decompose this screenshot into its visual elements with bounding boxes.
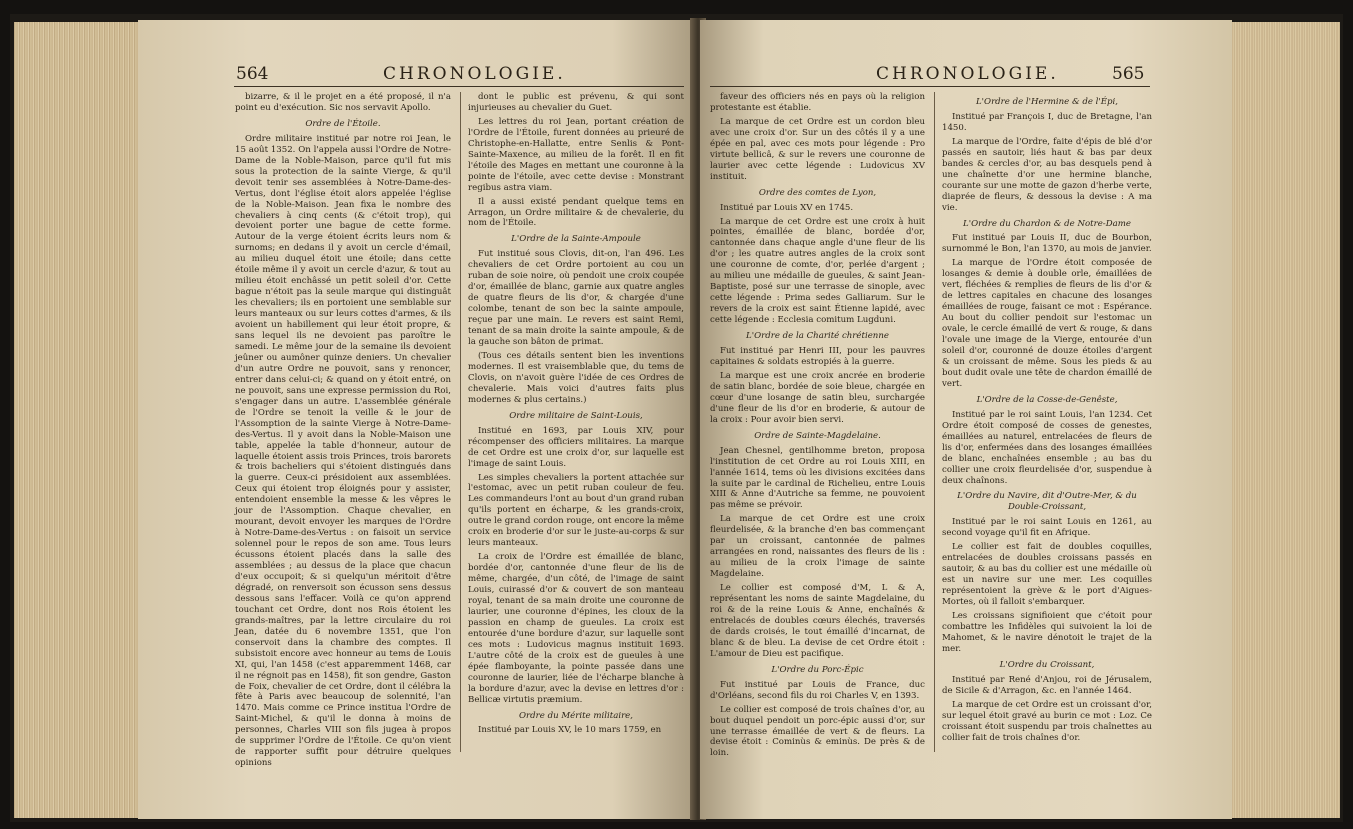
paragraph: La marque de cet Ordre est un croissant d'or, sur lequel étoit gravé au burin ce mot : Loz. Ce croissant étoit suspendu par trois chaînettes au collier fait de trois chaînes d'or.: [942, 699, 1152, 743]
right-page-edges: [1230, 22, 1340, 818]
paragraph: Il a aussi existé pendant quelque tems en Arragon, un Ordre militaire & de chevalerie, du nom de l'Étoile.: [468, 196, 684, 229]
paragraph: La marque de l'Ordre, faite d'épis de blé d'or passés en sautoir, liés haut & bas par deux bandes & cercles d'or, au bas desquels pend à une chaînette d'or une hermine blanche, courante sur une motte de gazon d'herbe verte, diaprée de fleurs, & dessous la devise : A ma vie.: [942, 136, 1152, 213]
right-column-2: [942, 92, 1152, 746]
paragraph: Institué par René d'Anjou, roi de Jérusalem, de Sicile & d'Arragon, &c. en l'année 1464.: [942, 674, 1152, 696]
paragraph: La marque de l'Ordre étoit composée de losanges & demie à double orle, émaillées de vert, fléchées & remplies de fleurs de lis d'or & de lettres capitales en chacune des losanges émaillées de rouge, faisant ce mot : Espérance. Au bout du collier pendoit sur l'estomac un ovale, le cercle émaillé de vert & rouge, & dans l'ovale une image de la Vierge, entourée d'un soleil d'or, couronné de douze étoiles d'argent & un croissant de même. Sous les pieds & au bout dudit ovale une tête de chardon émaillé de vert.: [942, 258, 1152, 389]
paragraph: Institué en 1693, par Louis XIV, pour récompenser des officiers militaires. La marque de cet Ordre est une croix d'or, sur laquelle est l'image de saint Louis.: [468, 425, 684, 469]
paragraph: dont le public est prévenu, & qui sont injurieuses au chevalier du Guet.: [468, 92, 684, 113]
paragraph: Le collier est fait de doubles coquilles, entrelacées de doubles croissans passés en sautoir, & au bas du collier est une médaille où est un navire sur une mer. Les coquilles représentoient la grève & le port d'Aigues-Mortes, où il falloit s'embarquer.: [942, 542, 1152, 608]
paragraph: Le collier est composé d'M, L & A, représentant les noms de sainte Magdelaine, du roi & de la reine Louis & Anne, enchaînés & entrelacés de doubles cœurs élechés, traversés de dards croisés, le tout émaillé d'incarnat, de blanc & de bleu. La devise de cet Ordre étoit : L'amour de Dieu est pacifique.: [710, 583, 925, 659]
right-page: [700, 20, 1232, 819]
section-heading: Ordre des comtes de Lyon,: [758, 187, 877, 198]
paragraph: Fut institué par Louis de France, duc d'Orléans, second fils du roi Charles V, en 1393.: [710, 679, 925, 701]
paragraph: La marque est une croix ancrée en broderie de satin blanc, bordée de soie bleue, chargée en cœur d'une losange de satin bleu, surchargée d'une fleur de lis d'or en broderie, & autour de la croix : Pour avoir bien servi.: [710, 370, 925, 425]
paragraph: Ordre militaire institué par notre roi Jean, le 15 août 1352. On l'appela aussi l'Ordre de Notre-Dame de la Noble-Maison, parce qu'il fut mis sous la protection de la sainte Vierge, & qu'il devoit tenir ses assemblées à Notre-Dame-des-Vertus, dont l'église étoit alors appelée l'église de la Noble-Maison. Jean fixa le nombre des chevaliers à cinq cents (& c'étoit trop), qui devoient porter une bague de cette forme. Autour de la verge étoient écrits leurs nom & surnoms; en dedans il y avoit un cercle d'émail, au milieu duquel étoit une étoile; dans cette étoile même il y avoit un cercle d'azur, & tout au milieu étoit enchâssé un petit soleil d'or. Cette bague n'étoit pas la seule marque qui distinguât les chevaliers; ils en portoient une semblable sur leurs manteaux ou sur leurs cottes d'armes, & ils avoient un habillement qui leur étoit propre, & sans lequel ils ne devoient pas paroître le samedi. Le même jour de la semaine ils devoient jeûner ou aumôner quinze deniers. Un chevalier d'un autre Ordre ne pouvoit, sans y renoncer, entrer dans celui-ci; & quand on y étoit entré, on ne pouvoit, sans une expresse permission du Roi, s'engager dans un autre. L'assemblée générale de l'Ordre se tenoit la veille & le jour de l'Assomption de la sainte Vierge à Notre-Dame-des-Vertus. Il y avoit dans la Noble-Maison une table, appelée la table d'honneur, autour de laquelle étoient assis trois Princes, trois barorets & trois bacheliers qui s'étoient distingués dans la guerre. Ceux-ci présidoient aux assemblées. Ceux qui étoient trop éloignés pour y assister, entendoient ensemble la messe & les vêpres le jour de l'Assomption. Chaque chevalier, en mourant, devoit envoyer les marques de l'Ordre à Notre-Dame-des-Vertus : on faisoit un service solennel pour le repos de son ame. Tous leurs écussons étoient placés dans la salle des assemblées ; au dessus de la place que chacun d'eux occupoit; & si quelqu'un méritoit d'être dégradé, on renversoit son écusson sens dessus dessous sans l'effacer. Voilà ce qu'on apprend touchant cet Ordre, dont nos Rois étoient les grands-maîtres, par la lettre circulaire du roi Jean, datée du 6 novembre 1351, que l'on conservoit dans la chambre des comptes. Il subsistoit encore avec honneur au tems de Louis XI, qui, l'an 1458 (c'est apparemment 1468, car il ne régnoit pas en 1458), fit son gendre, Gaston de Foix, chevalier de cet Ordre, dont il célébra la fête à Paris avec beaucoup de solennité, l'an 1470. Mais comme ce Prince institua l'Ordre de Saint-Michel, & qu'il le donna à moins de personnes, Charles VIII son fils jugea à propos de supprimer l'Ordre de l'Étoile. Ce qu'on vient de rapporter suffit pour détruire quelques opinions: [235, 133, 451, 769]
section-heading: L'Ordre de la Cosse-de-Genêste,: [976, 394, 1118, 405]
right-page-number: 565: [1112, 64, 1145, 84]
paragraph: La marque de cet Ordre est une croix à huit pointes, émaillée de blanc, bordée d'or, cantonnée dans chaque angle d'une fleur de lis d'or ; les quatre autres angles de la croix sont une couronne de comte, d'or, perlée d'argent ; au milieu une médaille de gueules, & saint Jean-Baptiste, posé sur une terrasse de sinople, avec cette légende : Prima sedes Galliarum. Sur le revers de la croix est saint Étienne lapidé, avec cette légende : Ecclesia comitum Lugduni.: [710, 216, 925, 326]
paragraph: Les croissans signifioient que c'étoit pour combattre les Infidèles qui suivoient la loi de Mahomet, & le navire dénotoit le trajet de la mer.: [942, 610, 1152, 654]
section-heading: Ordre de Sainte-Magdelaine.: [754, 430, 881, 441]
left-column-divider: [460, 92, 461, 752]
section-heading: L'Ordre du Porc-Épic: [771, 664, 864, 675]
right-column-1: [710, 92, 925, 762]
section-heading: L'Ordre du Navire, dit d'Outre-Mer, & du Double-Croissant,: [957, 491, 1137, 513]
paragraph: Fut institué sous Clovis, dit-on, l'an 496. Les chevaliers de cet Ordre portoient au cou un ruban de soie noire, où pendoit une croix coupée d'or, émaillée de blanc, garnie aux quatre angles de quatre fleurs de lis d'or, & chargée d'une colombe, tenant de son bec la sainte ampoule, reçue par une main. Le revers est saint Remi, tenant de sa main droite la sainte ampoule, & de la gauche son bâton de primat.: [468, 249, 684, 348]
paragraph: La croix de l'Ordre est émaillée de blanc, bordée d'or, cantonnée d'une fleur de lis de même, chargée, d'un côté, de l'image de saint Louis, cuirassé d'or & couvert de son manteau royal, tenant de sa main droite une couronne de laurier, une couronne d'épines, les cloux de la passion en champ de gueules. La croix est entourée d'une bordure d'azur, sur laquelle sont ces mots : Ludovicus magnus instituit 1693. L'autre côté de la croix est de gueules à une épée flamboyante, la pointe passée dans une couronne de laurier, liée de l'écharpe blanche à la bordure d'azur, avec la devise en lettres d'or : Bellicæ virtutis præmium.: [468, 552, 684, 705]
left-column-2: [468, 92, 684, 739]
paragraph: Institué par Louis XV, le 10 mars 1759, en: [478, 725, 662, 736]
paragraph: Institué par le roi saint Louis en 1261, au second voyage qu'il fit en Afrique.: [942, 517, 1152, 539]
paragraph: Les lettres du roi Jean, portant création de l'Ordre de l'Étoile, furent données au prieuré de Christophe-en-Hallatte, entre Senlis & Pont-Sainte-Maxence, au milieu de la forêt. Il en fit l'étoile des Mages en mettant une couronne à la pointe de l'étoile, avec cette devise : Monstrant regibus astra viam.: [468, 116, 684, 193]
section-heading: L'Ordre du Chardon & de Notre-Dame: [963, 218, 1131, 229]
paragraph: Les simples chevaliers la portent attachée sur l'estomac, avec un petit ruban couleur de feu. Les commandeurs l'ont au bout d'un grand ruban qu'ils portent en écharpe, & les grands-croix, outre le grand cordon rouge, ont encore la même croix en broderie d'or sur le juste-au-corps & sur leurs manteaux.: [468, 472, 685, 549]
section-heading: L'Ordre de la Sainte-Ampoule: [511, 234, 641, 245]
section-heading: L'Ordre du Croissant,: [999, 659, 1095, 670]
paragraph: Institué par le roi saint Louis, l'an 1234. Cet Ordre étoit composé de cosses de genestes, émaillées au naturel, entrelacées de fleurs de lis d'or, enfermées dans des losanges émaillées de blanc, enchaînées ensemble ; au bas du collier une croix fleurdelisée d'or, suspendue à deux chaînons.: [942, 409, 1152, 486]
paragraph: faveur des officiers nés en pays où la religion protestante est établie.: [710, 92, 925, 113]
left-running-head: CHRONOLOGIE.: [383, 64, 566, 84]
paragraph: Fut institué par Henri III, pour les pauvres capitaines & soldats estropiés à la guerre.: [710, 346, 925, 367]
right-column-divider: [934, 92, 935, 752]
paragraph: Fut institué par Louis II, duc de Bourbon, surnommé le Bon, l'an 1370, au mois de janvier.: [942, 233, 1152, 255]
right-running-head: CHRONOLOGIE.: [876, 64, 1059, 84]
left-page: [138, 20, 696, 819]
paragraph: La marque de cet Ordre est une croix fleurdelisée, & la branche d'en bas commençant par un croissant, cantonnée de palmes arrangées en rond, naissantes des fleurs de lis : au milieu de la croix l'image de sainte Magdelaine.: [710, 514, 925, 580]
right-head-rule: [710, 86, 1150, 87]
section-heading: Ordre du Mérite militaire,: [518, 710, 633, 721]
left-head-rule: [234, 86, 684, 87]
left-page-edges: [14, 22, 140, 818]
paragraph: bizarre, & il le projet en a été proposé, il n'a point eu d'exécution. Sic nos servavit Apollo.: [235, 92, 451, 113]
section-heading: Ordre de l'Étoile.: [305, 118, 381, 129]
paragraph: Jean Chesnel, gentilhomme breton, proposa l'institution de cet Ordre au roi Louis XIII, en l'année 1614, tems où les divisions excitées dans la suite par le cardinal de Richelieu, entre Louis XIII & Anne d'Autriche sa femme, ne pouvoient pas même se prévoir.: [710, 445, 925, 511]
left-page-number: 564: [236, 64, 269, 84]
section-heading: L'Ordre de la Charité chrétienne: [746, 331, 889, 342]
paragraph: Le collier est composé de trois chaînes d'or, au bout duquel pendoit un porc-épic aussi d'or, sur une terrasse émaillée de vert & de fleurs. La devise étoit : Cominùs & eminùs. De près & de loin.: [710, 704, 925, 759]
section-heading: Ordre militaire de Saint-Louis,: [509, 410, 643, 421]
paragraph: Institué par François I, duc de Bretagne, l'an 1450.: [942, 111, 1152, 133]
paragraph: Institué par Louis XV en 1745.: [720, 202, 854, 213]
paragraph: La marque de cet Ordre est un cordon bleu avec une croix d'or. Sur un des côtés il y a une épée en pal, avec ces mots pour légende : Pro virtute bellicâ, & sur le revers une couronne de laurier avec cette légende : Ludovicus XV instituit.: [710, 116, 925, 182]
section-heading: L'Ordre de l'Hermine & de l'Épi,: [975, 97, 1119, 107]
left-column-1: [235, 92, 451, 772]
paragraph: (Tous ces détails sentent bien les inventions modernes. Il est vraisemblable que, du tems de Clovis, on n'avoit guère l'idée de ces Ordres de chevalerie. Mais voici d'autres faits plus modernes & plus certains.): [468, 350, 684, 405]
